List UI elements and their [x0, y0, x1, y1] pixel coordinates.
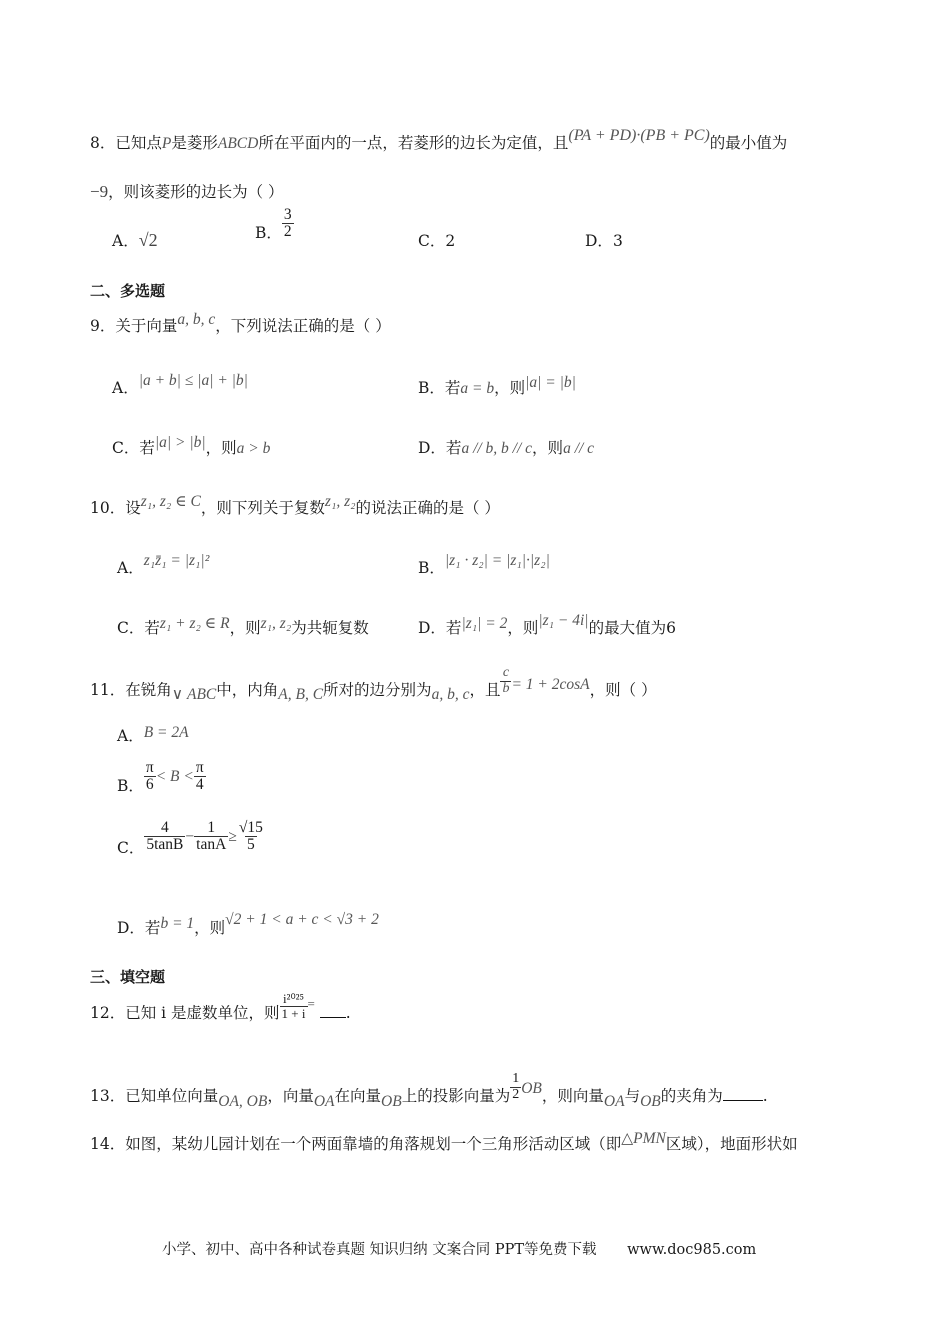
page-footer: [162, 1238, 756, 1259]
q11-ratio-fraction: $\frac{c}{b}$: [502, 665, 510, 696]
q11-option-b[interactable]: B． $\frac{\pi}{6}$ < B < $\frac{\pi}{4}$: [117, 759, 204, 795]
q9-option-a[interactable]: A．|a + b| ≤ |a| + |b|: [112, 372, 248, 397]
q10-option-c[interactable]: C．若z₁ + z₂ ∈ R，则z₁, z₂为共轭复数: [117, 615, 369, 637]
q10-option-a[interactable]: A．z₁z̄₁ = |z₁|²: [117, 552, 210, 577]
q11-option-a[interactable]: A．B = 2A: [117, 724, 189, 745]
q12-fraction: $\frac{\text{i²⁰²⁵}}{1 + i}$: [281, 991, 306, 1021]
footer-text: 小学、初中、高中各种试卷真题 知识归纳 文案合同 PPT等免费下载: [162, 1242, 597, 1258]
footer-link[interactable]: www.doc985.com: [627, 1242, 757, 1258]
q10-option-b[interactable]: B．|z₁ · z₂| = |z₁|·|z₂|: [418, 552, 550, 577]
q9-option-c[interactable]: C．若|a| > |b|，则a > b: [112, 434, 271, 457]
q8-option-d[interactable]: D．3: [585, 232, 623, 250]
q13-stem: 13．已知单位向量OA, OB，向量OA在向量OB上的投影向量为 $\frac{1}{2}$ OB，则向量OA与OB的夹角为 .: [90, 1071, 768, 1111]
q10-option-d[interactable]: D．若|z₁| = 2，则|z₁ − 4i|的最大值为6: [418, 612, 676, 637]
q12-stem: 12．已知 i 是虚数单位，则 $\frac{\text{i²⁰²⁵}}{1 + i}$ = .: [90, 991, 351, 1023]
section-multiple-choice-heading: 二、多选题: [90, 282, 166, 300]
q10-stem: 10．设z₁, z₂ ∈ C，则下列关于复数z₁, z₂的说法正确的是（ ）: [90, 493, 500, 517]
q8-option-b-fraction: $\frac{3}{2}$: [283, 206, 292, 241]
q8-option-b[interactable]: B． $\frac{3}{2}$: [255, 206, 292, 242]
section-fill-blank-heading: 三、填空题: [90, 968, 166, 986]
q9-option-d[interactable]: D．若a // b, b // c，则a // c: [418, 439, 595, 457]
q8-vector-expression: (PA + PD)·(PB + PC): [568, 127, 710, 144]
q11-option-d[interactable]: D．若b = 1，则√2 + 1 < a + c < √3 + 2: [117, 911, 379, 937]
q9-stem: 9．关于向量a, b, c，下列说法正确的是（ ）: [90, 311, 391, 335]
q13-answer-blank[interactable]: [723, 1100, 763, 1101]
q11-stem: 11．在锐角∨ ABC中，内角A, B, C所对的边分别为a, b, c，且 $\frac{c}{b}$ = 1 + 2cosA，则（ ）: [90, 665, 657, 704]
q8-option-a[interactable]: A．√2: [112, 230, 158, 250]
q9-option-b[interactable]: B．若a = b，则|a| = |b|: [418, 374, 576, 397]
q8-option-c[interactable]: C．2: [418, 232, 456, 250]
q12-answer-blank[interactable]: [320, 1017, 346, 1018]
q11-option-c[interactable]: C． $\frac{4}{5\tan B}$ − $\frac{1}{\tan A}$ ≥ $\frac{√15}{5}$: [117, 819, 263, 857]
q8-stem-line1: 8．已知点P是菱形ABCD所在平面内的一点，若菱形的边长为定值，且(PA + PD)·(PB + PC)的最小值为: [90, 127, 788, 152]
q14-stem: 14．如图，某幼儿园计划在一个两面靠墙的角落规划一个三角形活动区域（即△PMN区域），地面形状如: [90, 1130, 798, 1153]
q8-stem-line2: −9，则该菱形的边长为（ ）: [90, 182, 284, 201]
